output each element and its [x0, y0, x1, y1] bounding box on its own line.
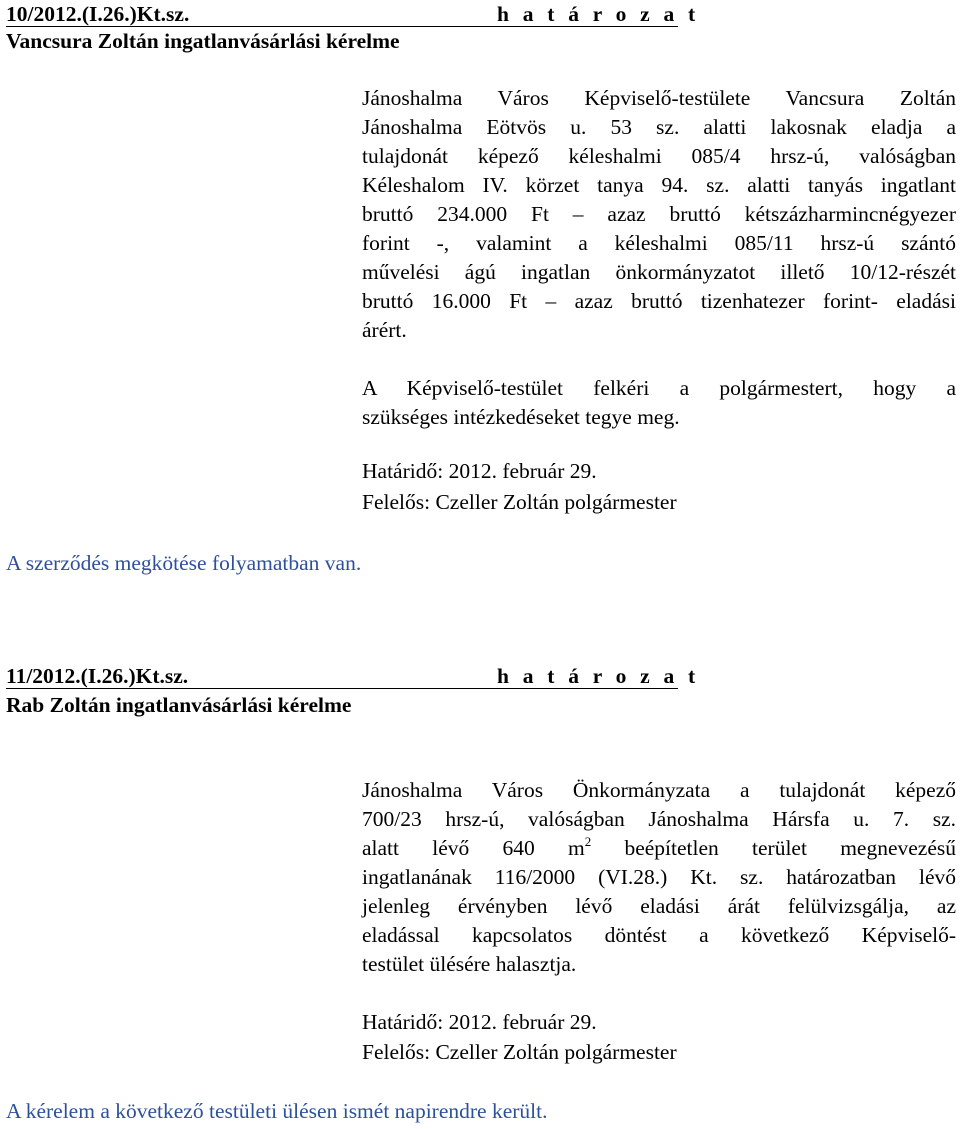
- body-line: Jánoshalma Eötvös u. 53 sz. alatti lakosnak eladja a: [362, 115, 956, 139]
- body-line: Kéleshalom IV. körzet tanya 94. sz. alatti tanyás ingatlant: [362, 173, 956, 197]
- resolution-10-request: [362, 374, 956, 432]
- body-line: tulajdonát képező kéleshalmi 085/4 hrsz-ú, valóságban: [362, 144, 956, 168]
- responsible-person: Felelős: Czeller Zoltán polgármester: [362, 490, 677, 514]
- resolution-11-body: [362, 776, 956, 979]
- body-line-with-superscript: [362, 834, 956, 863]
- body-line: testület ülésére halasztja.: [362, 952, 577, 976]
- area-text: alatt lévő 640 m: [362, 836, 585, 860]
- resolution-number: 10/2012.(I.26.)Kt.sz.: [6, 2, 190, 26]
- resolution-number: 11/2012.(I.26.)Kt.sz.: [6, 664, 189, 688]
- deadline: Határidő: 2012. február 29.: [362, 1010, 597, 1034]
- body-line: bruttó 16.000 Ft – azaz bruttó tizenhatezer forint- eladási: [362, 289, 956, 313]
- body-line: bruttó 234.000 Ft – azaz bruttó kétszázharmincnégyezer: [362, 202, 956, 226]
- body-line: jelenleg érvényben lévő eladási árát felülvizsgálja, az: [362, 894, 956, 918]
- resolution-subject: Rab Zoltán ingatlanvásárlási kérelme: [6, 693, 352, 717]
- square-superscript: 2: [584, 834, 592, 849]
- body-line: művelési ágú ingatlan önkormányzatot illető 10/12-részét: [362, 260, 956, 284]
- body-line: árért.: [362, 318, 407, 342]
- resolution-heading: h a t á r o z a t: [497, 2, 700, 26]
- responsible-person: Felelős: Czeller Zoltán polgármester: [362, 1040, 677, 1064]
- body-line: Jánoshalma Város Önkormányzata a tulajdonát képező: [362, 778, 956, 802]
- area-text-rest: beépítetlen terület megnevezésű: [591, 836, 956, 860]
- resolution-10-body: [362, 84, 956, 345]
- status-note: A kérelem a következő testületi ülésen ismét napirendre került.: [6, 1099, 548, 1123]
- resolution-heading: h a t á r o z a t: [497, 664, 700, 688]
- body-line: Jánoshalma Város Képviselő-testülete Vancsura Zoltán: [362, 86, 956, 110]
- body-line: forint -, valamint a kéleshalmi 085/11 hrsz-ú szántó: [362, 231, 956, 255]
- request-line: A Képviselő-testület felkéri a polgármestert, hogy a: [362, 376, 956, 400]
- body-line: ingatlanának 116/2000 (VI.28.) Kt. sz. határozatban lévő: [362, 865, 956, 889]
- resolution-subject: Vancsura Zoltán ingatlanvásárlási kérelme: [6, 29, 400, 53]
- deadline: Határidő: 2012. február 29.: [362, 459, 597, 483]
- body-line: 700/23 hrsz-ú, valóságban Jánoshalma Hársfa u. 7. sz.: [362, 807, 956, 831]
- status-note: A szerződés megkötése folyamatban van.: [6, 551, 362, 575]
- body-line: eladással kapcsolatos döntést a következő Képviselő-: [362, 923, 956, 947]
- request-line: szükséges intézkedéseket tegye meg.: [362, 405, 680, 429]
